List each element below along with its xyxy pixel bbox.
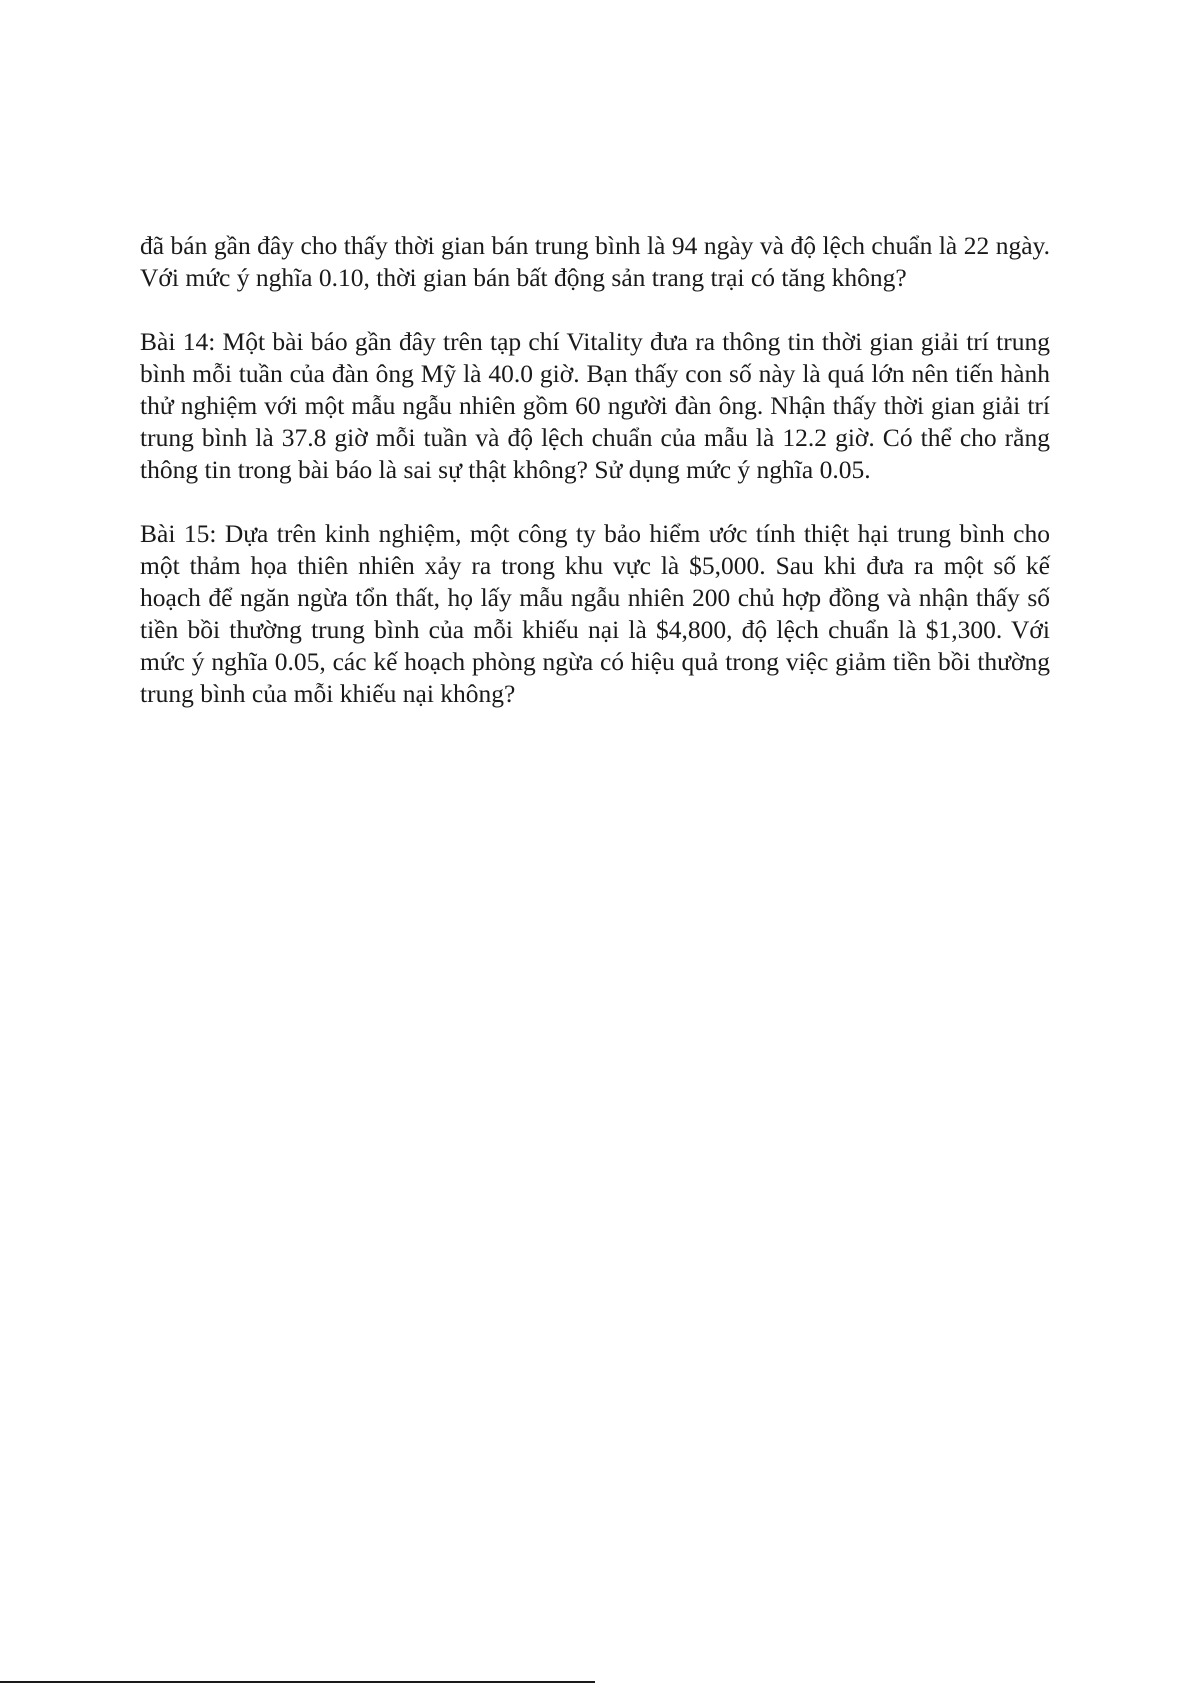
exercise-15: Bài 15: Dựa trên kinh nghiệm, một công ty bảo hiểm ước tính thiệt hại trung bình cho một thảm họa thiên nhiên xảy ra trong khu vực là $5,000. Sau khi đưa ra một số kế hoạch để ngăn ngừa tổn thất, họ lấy mẫu ngẫu nhiên 200 chủ hợp đồng và nhận thấy số tiền bồi thường trung bình của mỗi khiếu nại là $4,800, độ lệch chuẩn là $1,300. Với mức ý nghĩa 0.05, các kế hoạch phòng ngừa có hiệu quả trong việc giảm tiền bồi thường trung bình của mỗi khiếu nại không? bbox=[140, 519, 1050, 708]
document-body bbox=[140, 230, 1050, 742]
footer-rule bbox=[0, 1681, 595, 1683]
exercise-14: Bài 14: Một bài báo gần đây trên tạp chí Vitality đưa ra thông tin thời gian giải trí trung bình mỗi tuần của đàn ông Mỹ là 40.0 giờ. Bạn thấy con số này là quá lớn nên tiến hành thử nghiệm với một mẫu ngẫu nhiên gồm 60 người đàn ông. Nhận thấy thời gian giải trí trung bình là 37.8 giờ mỗi tuần và độ lệch chuẩn của mẫu là 12.2 giờ. Có thể cho rằng thông tin trong bài báo là sai sự thật không? Sử dụng mức ý nghĩa 0.05. bbox=[140, 327, 1050, 484]
paragraph-continuation: đã bán gần đây cho thấy thời gian bán trung bình là 94 ngày và độ lệch chuẩn là 22 ngày. Với mức ý nghĩa 0.10, thời gian bán bất động sản trang trại có tăng không? bbox=[140, 231, 1050, 292]
